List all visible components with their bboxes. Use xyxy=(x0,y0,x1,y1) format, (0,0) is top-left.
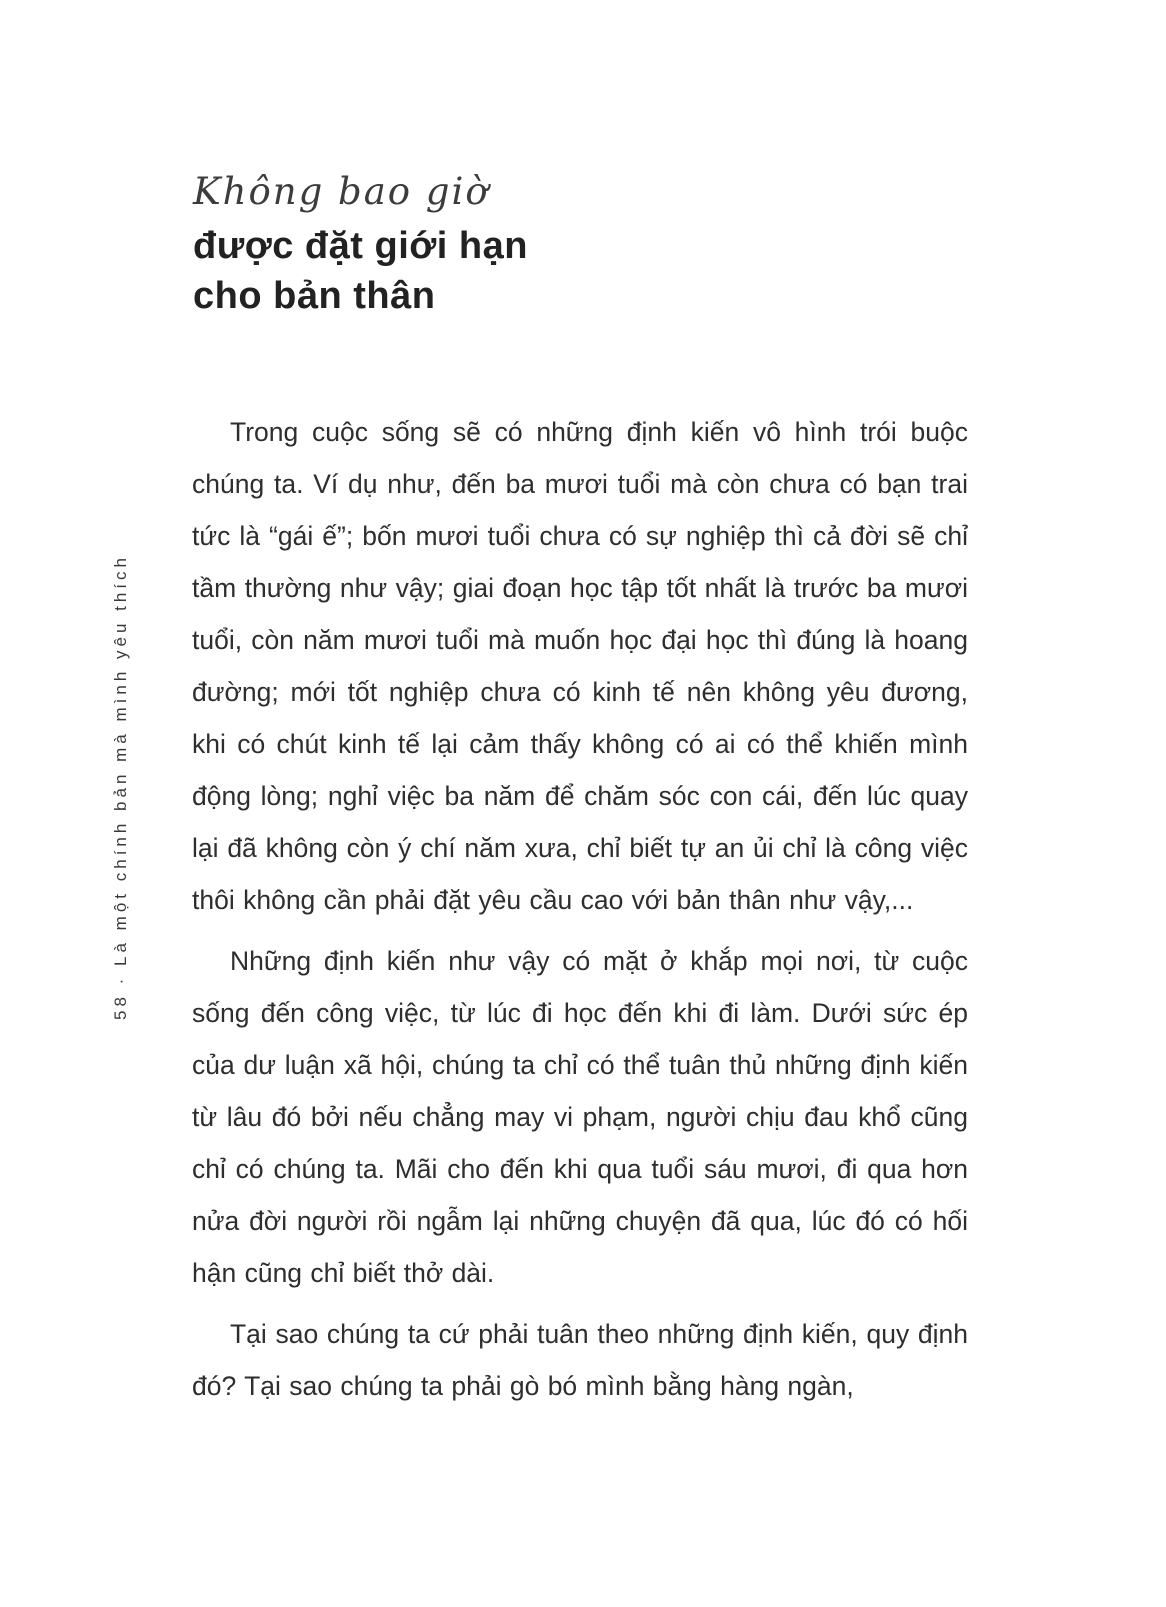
chapter-title-bold xyxy=(193,221,893,321)
paragraph-2: Những định kiến như vậy có mặt ở khắp mọi nơi, từ cuộc sống đến công việc, từ lúc đi học đến khi đi làm. Dưới sức ép của dư luận xã hội, chúng ta chỉ có thể tuân thủ những định kiến từ lâu đó bởi nếu chẳng may vi phạm, người chịu đau khổ cũng chỉ có chúng ta. Mãi cho đến khi qua tuổi sáu mươi, đi qua hơn nửa đời người rồi ngẫm lại những chuyện đã qua, lúc đó có hối hận cũng chỉ biết thở dài. xyxy=(192,946,968,1288)
running-title-text: 58 · Là một chính bản mà mình yêu thích xyxy=(111,554,130,1020)
chapter-heading xyxy=(193,172,893,321)
chapter-title-bold-line-1: được đặt giới hạn xyxy=(193,224,528,267)
paragraph-1: Trong cuộc sống sẽ có những định kiến vô hình trói buộc chúng ta. Ví dụ như, đến ba mươi tuổi mà còn chưa có bạn trai tức là “gái ế”; bốn mươi tuổi chưa có sự nghiệp thì cả đời sẽ chỉ tầm thường như vậy; giai đoạn học tập tốt nhất là trước ba mươi tuổi, còn năm mươi tuổi mà muốn học đại học thì đúng là hoang đường; mới tốt nghiệp chưa có kinh tế nên không yêu đương, khi có chút kinh tế lại cảm thấy không có ai có thể khiến mình động lòng; nghỉ việc ba năm để chăm sóc con cái, đến lúc quay lại đã không còn ý chí năm xưa, chỉ biết tự an ủi chỉ là công việc thôi không cần phải đặt yêu cầu cao với bản thân như vậy,... xyxy=(192,417,968,915)
paragraph-3: Tại sao chúng ta cứ phải tuân theo những định kiến, quy định đó? Tại sao chúng ta phải gò bó mình bằng hàng ngàn, xyxy=(192,1319,968,1401)
chapter-title-bold-line-2: cho bản thân xyxy=(193,274,436,317)
chapter-title-script: Không bao giờ xyxy=(193,170,490,213)
body-text xyxy=(192,406,968,1421)
page-margin-running-title xyxy=(104,554,138,1020)
